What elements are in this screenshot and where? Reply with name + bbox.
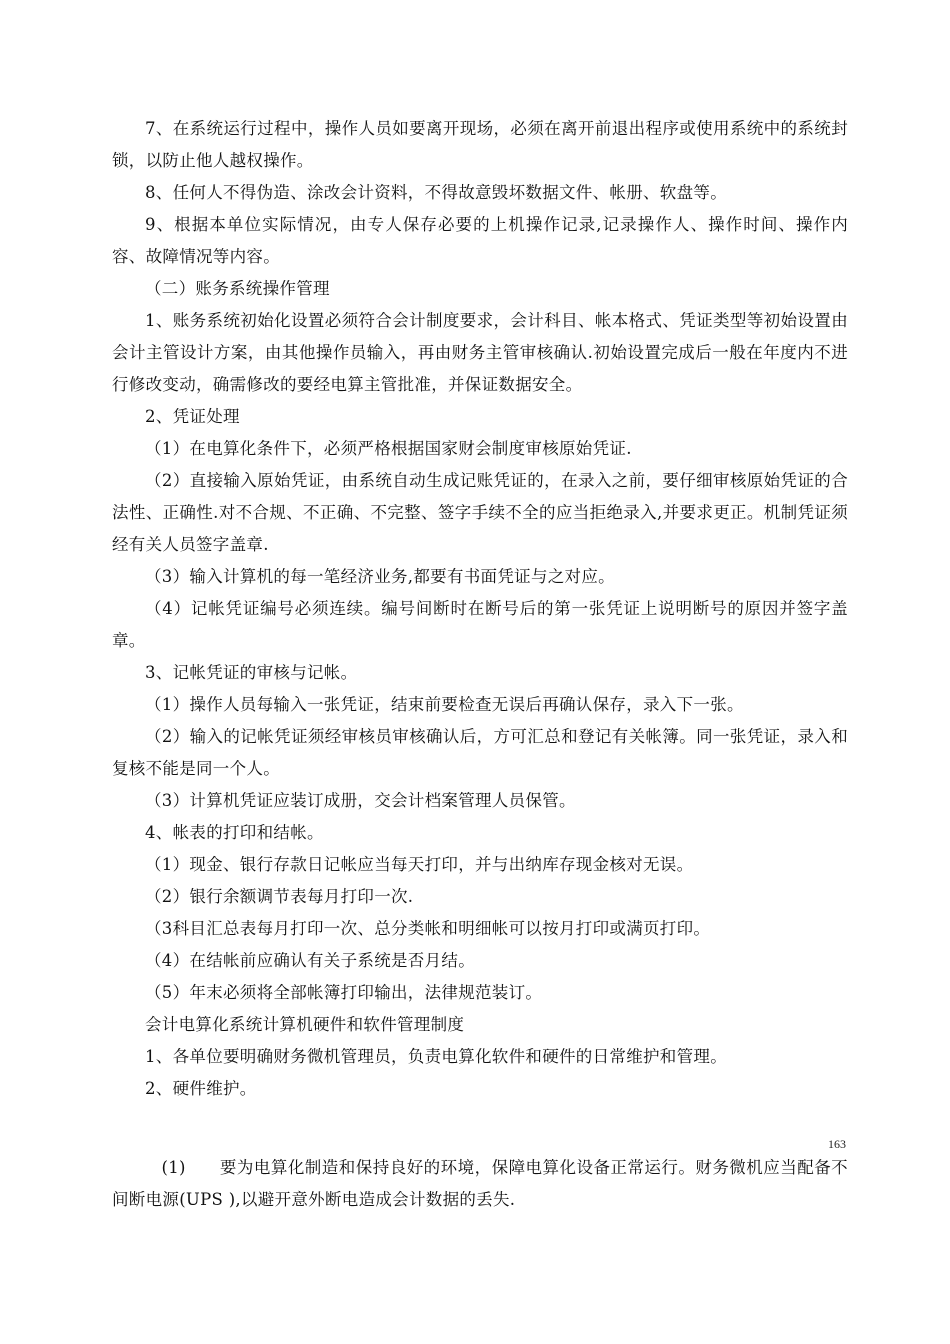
paragraph: （1）现金、银行存款日记帐应当每天打印，并与出纳库存现金核对无误。	[145, 855, 694, 874]
paragraph: 1、各单位要明确财务微机管理员，负责电算化软件和硬件的日常维护和管理。	[145, 1047, 727, 1066]
paragraph: （2）直接输入原始凭证，由系统自动生成记账凭证的，在录入之前，要仔细审核原始凭证的合法性、正确性.对不合规、不正确、不完整、签字手续不全的应当拒绝录入,并要求更正。机制凭证须经有关人员签字盖章.	[112, 471, 848, 554]
subsection-heading: 3、记帐凭证的审核与记帐。	[145, 663, 358, 682]
paragraph: 7、在系统运行过程中，操作人员如要离开现场，必须在离开前退出程序或使用系统中的系统封锁，以防止他人越权操作。	[112, 119, 848, 170]
subsection-heading: 4、帐表的打印和结帐。	[145, 823, 324, 842]
paragraph: （4）记帐凭证编号必须连续。编号间断时在断号后的第一张凭证上说明断号的原因并签字盖章。	[112, 599, 848, 650]
next-page-text	[112, 1152, 848, 1216]
paragraph: 9、根据本单位实际情况，由专人保存必要的上机操作记录,记录操作人、操作时间、操作内容、故障情况等内容。	[112, 215, 848, 266]
paragraph: （1）操作人员每输入一张凭证，结束前要检查无误后再确认保存，录入下一张。	[145, 695, 744, 714]
page-number: 163	[828, 1137, 846, 1151]
paragraph: 8、任何人不得伪造、涂改会计资料，不得故意毁坏数据文件、帐册、软盘等。	[145, 183, 727, 202]
paragraph: （3科目汇总表每月打印一次、总分类帐和明细帐可以按月打印或满页打印。	[145, 919, 711, 938]
subsection-heading: 2、凭证处理	[145, 407, 240, 426]
paragraph: （3）输入计算机的每一笔经济业务,都要有书面凭证与之对应。	[145, 567, 615, 586]
paragraph: （1）在电算化条件下，必须严格根据国家财会制度审核原始凭证.	[145, 439, 632, 458]
paragraph: （2）银行余额调节表每月打印一次.	[145, 887, 414, 906]
paragraph: (1) 要为电算化制造和保持良好的环境，保障电算化设备正常运行。财务微机应当配备不间断电源(UPS ),以避开意外断电造成会计数据的丢失.	[112, 1158, 848, 1209]
paragraph: （4）在结帐前应确认有关子系统是否月结。	[145, 951, 475, 970]
subsection-heading: 2、硬件维护。	[145, 1079, 257, 1098]
paragraph: （2）输入的记帐凭证须经审核员审核确认后，方可汇总和登记有关帐簿。同一张凭证，录入和复核不能是同一个人。	[112, 727, 848, 778]
section-heading: （二）账务系统操作管理	[145, 279, 330, 298]
paragraph: （3）计算机凭证应装订成册，交会计档案管理人员保管。	[145, 791, 576, 810]
paragraph: 1、账务系统初始化设置必须符合会计制度要求，会计科目、帐本格式、凭证类型等初始设置由会计主管设计方案，由其他操作员输入，再由财务主管审核确认.初始设置完成后一般在年度内不进行修改变动，确需修改的要经电算主管批准，并保证数据安全。	[112, 311, 848, 394]
paragraph: （5）年末必须将全部帐簿打印输出，法律规范装订。	[145, 983, 543, 1002]
body-text	[112, 113, 848, 1105]
section-heading: 会计电算化系统计算机硬件和软件管理制度	[145, 1015, 465, 1034]
